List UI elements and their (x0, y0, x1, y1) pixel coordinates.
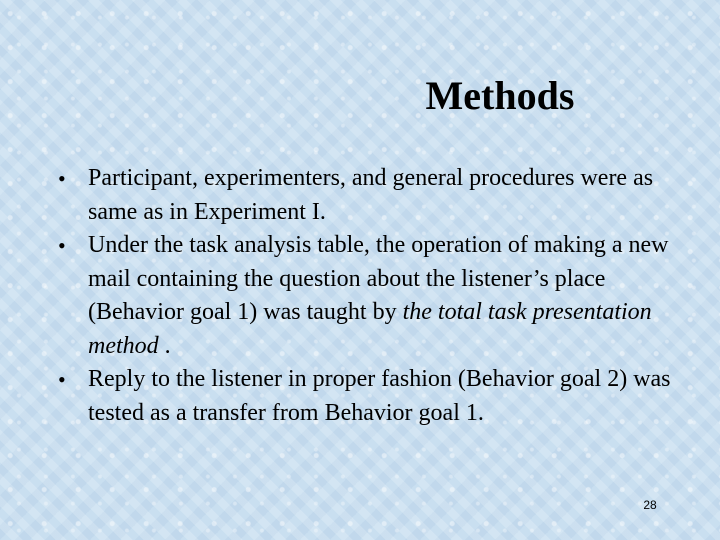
bullet-text: Under the task analysis table, the operation of making a new mail containing the question about the listener’s place (Behavior goal 1) was taught by (88, 232, 669, 325)
slide-title: Methods (425, 73, 575, 118)
bullet-text-end: . (158, 332, 171, 359)
bullet-text: Participant, experimenters, and general procedures were as same as in Experiment I. (88, 165, 654, 225)
bullet-italic-text: the total task presentation method (88, 299, 652, 359)
page-number: 28 (643, 498, 657, 512)
bullet-text: Reply to the listener in proper fashion (Behavior goal 2) was tested as a transfer from Behavior goal 1. (88, 366, 671, 426)
bullet-marker: • (58, 166, 66, 191)
bullet-list (56, 162, 676, 430)
bullet-marker: • (58, 233, 66, 258)
bullet-item-3 (56, 363, 676, 430)
bullet-item-1 (56, 162, 676, 229)
bullet-item-2 (56, 229, 676, 363)
bullet-marker: • (58, 367, 66, 392)
